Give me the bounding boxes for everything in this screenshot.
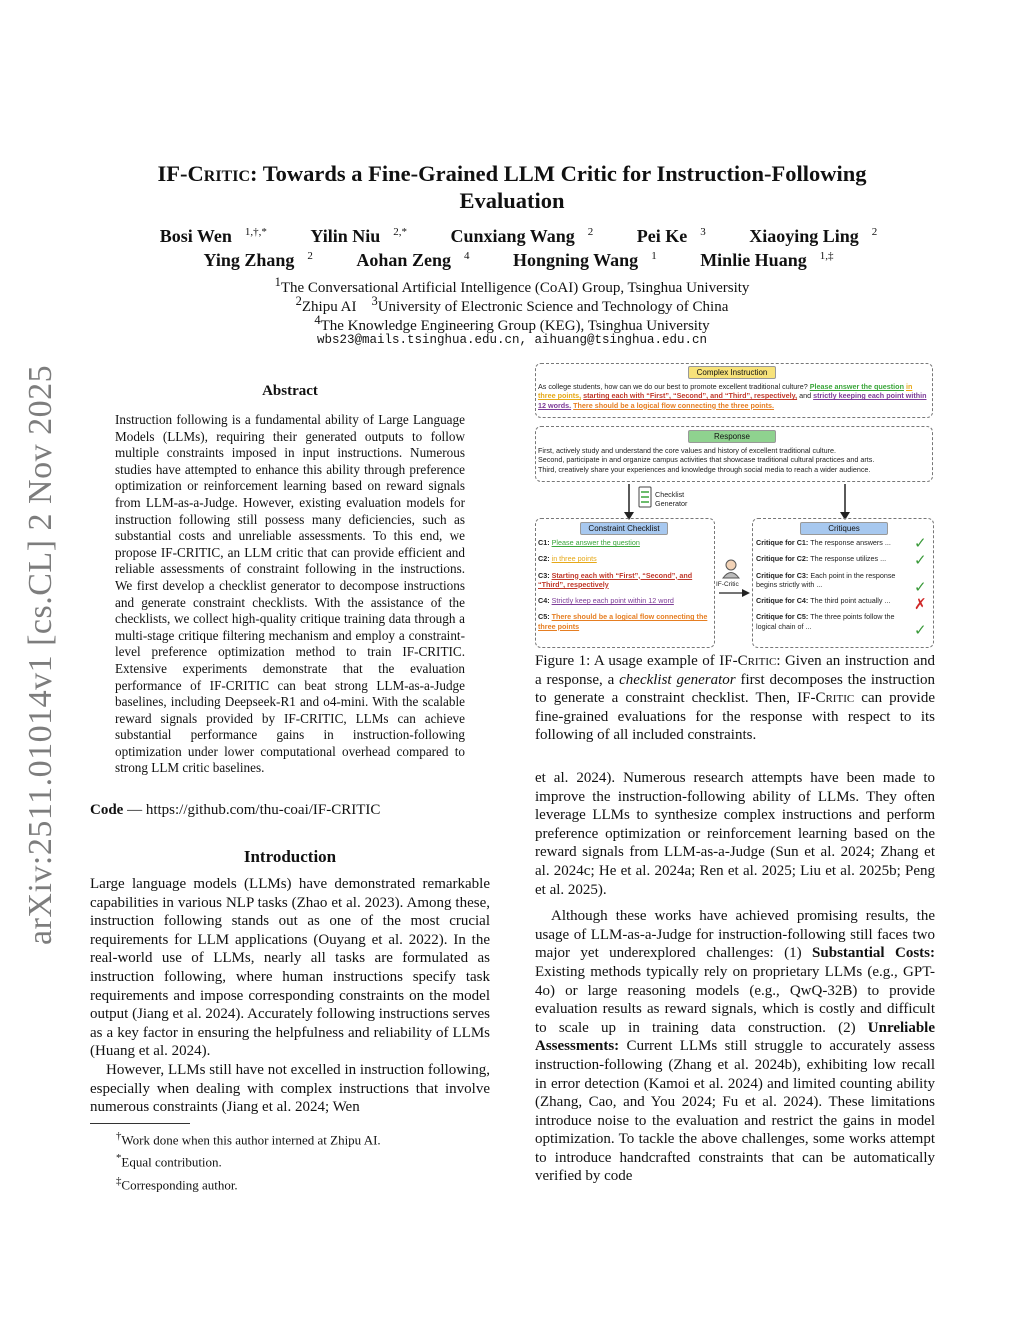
pass-check-icon: ✓	[914, 622, 927, 639]
abstract-section	[115, 383, 465, 777]
pass-check-icon: ✓	[914, 535, 927, 552]
response-text: First, actively study and understand the core values and history of excellent traditional culture. Second, participate in and organize campus activities that showcase traditional cultural practices and arts. Third, creatively share your experiences and knowledge through social media to reach a wider audience.	[538, 446, 875, 474]
checklist-generator-label: Checklist Generator	[655, 490, 688, 509]
critique-item: Critique for C2: The response utilizes ...	[756, 554, 887, 564]
code-line: Code — https://github.com/thu-coai/IF-CRITIC	[90, 802, 381, 818]
footnotes	[116, 1127, 486, 1194]
footnote-1: †Work done when this author interned at Zhipu AI.	[116, 1130, 381, 1148]
critiques-tag: Critiques	[800, 522, 888, 535]
arxiv-identifier: arXiv:2511.01014v1 [cs.CL] 2 Nov 2025	[22, 364, 59, 945]
intro-paragraph-2: However, LLMs still have not excelled in instruction following, especially when dealing with complex instructions that involve numerous constraints (Jiang et al. 2024; Wen	[90, 1061, 490, 1116]
instruction-tag: Complex Instruction	[688, 366, 776, 379]
checklist-tag: Constraint Checklist	[580, 522, 668, 535]
figure-1-caption: Figure 1: A usage example of IF-Critic: Given an instruction and a response, a checklist generator first decomposes the instruction to generate a constraint checklist. Then, IF-Critic can provide fine-grained evaluations for the response with respect to its following of all included constraints.	[535, 653, 936, 744]
abstract-heading: Abstract	[262, 383, 318, 399]
checklist-item: C1: Please answer the question	[538, 538, 640, 547]
critique-item: Critique for C4: The third point actually ...	[756, 596, 891, 606]
instruction-text: As college students, how can we do our best to promote excellent traditional culture? Please answer the question in three points, starting each with “First”, “Second”, and “Third”, respectively, and strictly keeping each point within 12 words. There should be a logical flow connecting the three points.	[538, 382, 927, 410]
intro-paragraph-1: Large language models (LLMs) have demonstrated remarkable capabilities in various NLP tasks (Zhao et al. 2023). Among these, instruction following stands out as one of the most crucial requirements for LLM applications (Ouyang et al. 2022). In the real-world use of LLMs, nearly all tasks are formulated as instruction following, where human instructions specify task requirements and impose corresponding constraints on the model output (Jiang et al. 2024). Accurately following instructions serves as a key factor in ensuring the helpfulness and reliability of LLMs (Huang et al. 2024).	[90, 876, 490, 1060]
affiliation-2-3: $^2$Zhipu AI $^3$University of Electronic Science and Technology of China	[295, 294, 729, 315]
critique-item: Critique for C5: The three points follow the logical chain of ...	[756, 612, 895, 631]
paper-title: IF-Critic: Towards a Fine-Grained LLM Critic for Instruction-Following Evaluation	[157, 161, 867, 213]
footnote-2: *Equal contribution.	[116, 1152, 222, 1170]
contact-emails: wbs23@mails.tsinghua.edu.cn, aihuang@tsinghua.edu.cn	[316, 333, 708, 347]
critic-arrow	[717, 588, 751, 598]
body-paragraph-2: Although these works have achieved promising results, the usage of LLM-as-a-Judge for instruction-following still faces two major yet underexplored challenges: (1) Substantial Costs: Existing methods typically rely on proprietary LLMs (e.g., GPT-4o) or large reasoning models (e.g., QwQ-32B) to provide evaluation results as reward signals, which is costly and difficult to scale up in training data construction. (2) Unreliable Assessments: Current LLMs still struggle to accurately assess instruction-following (Zhang et al. 2024b), exhibiting low recall in error detection (Kamoi et al. 2024) and limited counting ability (Zhang, Cao, and You 2024; Fu et al. 2024). These limitations introduce noise to the evaluation and restrict the gains in model optimization. To tackle the above challenges, some works attempt to introduce handcrafted constraints that can be automatically verified by code	[535, 908, 936, 1185]
fail-cross-icon: ✗	[914, 596, 927, 613]
pass-check-icon: ✓	[914, 552, 927, 569]
body-paragraph-1: et al. 2024). Numerous research attempts have been made to improve the instruction-following ability of LLMs. They often leverage LLMs to synthesize complex instructions and perform preference optimization or reinforcement learning based on the reward signals from LLM-as-a-Judge (Sun et al. 2024; Zhang et al. 2024c; He et al. 2024a; Ren et al. 2025; Liu et al. 2025b; Peng et al. 2025).	[535, 770, 935, 898]
code-link[interactable]: https://github.com/thu-coai/IF-CRITIC	[145, 802, 381, 818]
if-critic-icon	[720, 557, 742, 579]
critiques-list	[756, 538, 906, 631]
checklist-items	[538, 538, 710, 631]
footnote-rule	[90, 1123, 190, 1124]
response-tag: Response	[688, 430, 776, 443]
introduction-heading: Introduction	[243, 847, 337, 866]
checklist-item: C3: Starting each with “First”, “Second”, and “Third”, respectively	[538, 570, 693, 589]
author-list-row2: Ying Zhang $^2$ Aohan Zeng $^4$ Hongning Wang $^1$ Minlie Huang $^{1,\ddagger}$	[203, 250, 834, 270]
if-critic-label: IF-Critic	[716, 581, 739, 588]
introduction-section	[90, 847, 490, 1117]
affiliation-1: $^1$The Conversational Artificial Intelligence (CoAI) Group, Tsinghua University	[274, 275, 750, 296]
abstract-body: Instruction following is a fundamental ability of Large Language Models (LLMs), requiring their generated outputs to follow multiple constraints imposed in input instructions. Numerous studies have attempted to enhance this ability through preference optimization or reinforcement learning based on reward signals from LLM-as-a-Judge. However, existing evaluation models for instruction following still possess many deficiencies, such as substantial costs and unreliable assessments. To this end, we propose IF-CRITIC, an LLM critic that can provide efficient and reliable assessments of constraint following in the instructions. We first develop a checklist generator to decompose instructions and generate constraint checklists. With the assistance of the checklists, we collect high-quality critique training data through a multi-stage critique filtering mechanism and employ a constraint-level preference optimization method to train IF-CRITIC. Extensive experiments demonstrate that the evaluation performance of IF-CRITIC can beat strong LLM-as-a-Judge baselines, including Deepseek-R1 and o4-mini. With the scalable reward signals provided by IF-CRITIC, LLMs can achieve substantial performance gains in instruction-following optimization under lower computational overhead compared to strong LLM critic baselines.	[115, 412, 465, 776]
author-list-row1: Bosi Wen $^{1,\dagger,*}$ Yilin Niu $^{2,*}$ Cunxiang Wang $^2$ Pei Ke $^3$ Xiaoying Ling $^2$	[159, 226, 878, 246]
pass-check-icon: ✓	[914, 579, 927, 596]
affiliation-4: $^4$The Knowledge Engineering Group (KEG), Tsinghua University	[314, 313, 710, 334]
right-column-body	[535, 769, 935, 1186]
critique-item: Critique for C1: The response answers ...	[756, 538, 891, 547]
flow-arrows	[534, 482, 934, 522]
checklist-item: C4: Strictly keep each point within 12 word	[538, 596, 674, 606]
checklist-item: C2: in three points	[538, 554, 597, 564]
critique-item: Critique for C3: Each point in the response begins strictly with ...	[756, 570, 896, 589]
checklist-item: C5: There should be a logical flow connecting the three points	[538, 612, 708, 631]
figure-1	[534, 362, 934, 650]
checklist-generator-icon	[638, 486, 652, 508]
footnote-3: ‡Corresponding author.	[116, 1174, 238, 1192]
